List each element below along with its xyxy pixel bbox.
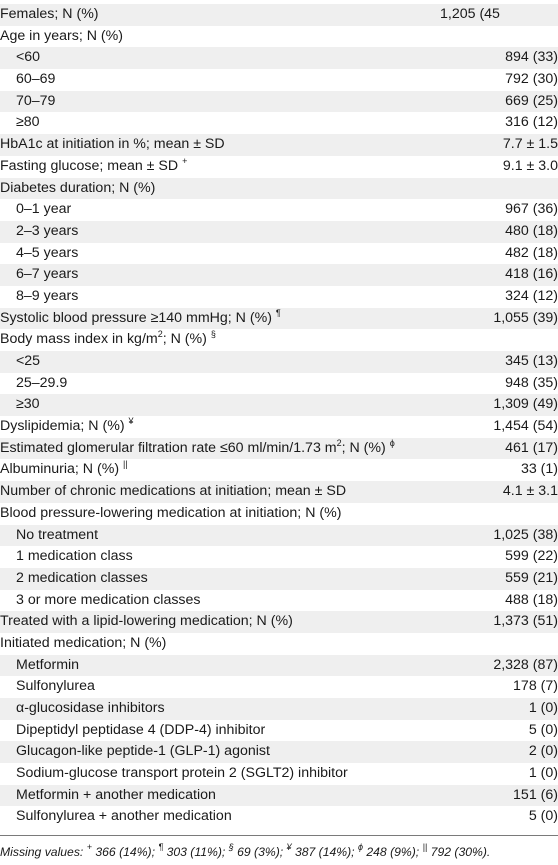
table-row (0, 91, 558, 113)
row-label-text: Fasting glucose; mean ± SD (0, 157, 179, 174)
table-row (0, 26, 558, 48)
row-label-text: 8–9 years (16, 287, 79, 304)
table-row (0, 112, 558, 134)
footnote-marker: || (422, 842, 428, 852)
row-label (0, 503, 341, 525)
table-row (0, 394, 558, 416)
table-row (0, 199, 558, 221)
row-value: 2,328 (87) (493, 656, 558, 673)
row-value: 7.7 ± 1.5 (502, 136, 558, 153)
table-row (0, 264, 558, 286)
footnote-marker: § (228, 842, 234, 852)
table-row (0, 134, 558, 156)
row-label (16, 221, 78, 243)
row-label (0, 178, 155, 200)
row-value: 792 (30) (505, 71, 558, 88)
row-label-text: Blood pressure-lowering medication at initiation; N (%) (0, 504, 342, 521)
row-label (16, 806, 232, 828)
row-label-text: Sulfonylurea (16, 678, 95, 695)
row-label (0, 416, 134, 438)
row-label-text: Albuminuria; N (%) (0, 461, 120, 478)
row-label (0, 611, 293, 633)
row-label-text: ≥30 (16, 396, 40, 413)
table-row (0, 243, 558, 265)
row-label-text: Diabetes duration; N (%) (0, 179, 156, 196)
row-value: 1,373 (51) (493, 613, 558, 630)
table-row (0, 481, 558, 503)
row-label (16, 264, 78, 286)
row-label-text: Estimated glomerular filtration rate ≤60 ml/min/1.73 m (0, 439, 337, 456)
table-row (0, 525, 558, 547)
table-row (0, 546, 558, 568)
row-value: 1,205 (45 (440, 6, 500, 22)
row-label-text: HbA1c at initiation in %; mean ± SD (0, 136, 225, 153)
unit-superscript: 2 (336, 437, 342, 448)
row-label-text: 60–69 (16, 71, 56, 88)
row-label (16, 351, 40, 373)
characteristics-table (0, 4, 558, 828)
row-label (0, 26, 123, 48)
row-label (16, 676, 95, 698)
table-row (0, 156, 558, 178)
footnote-item-text: 69 (3%); (233, 845, 287, 859)
table-row (0, 568, 558, 590)
row-label-suffix: ; N (%) (341, 439, 386, 456)
table-row (0, 178, 558, 200)
row-label (0, 329, 216, 351)
table-row (0, 785, 558, 807)
row-label (16, 741, 270, 763)
row-value: 488 (18) (505, 591, 558, 608)
row-label-text: 2–3 years (16, 222, 79, 239)
row-label (0, 4, 99, 26)
row-value: 4.1 ± 3.1 (502, 483, 558, 500)
row-label (16, 199, 71, 221)
row-label (0, 459, 128, 481)
row-label-text: Age in years; N (%) (0, 27, 123, 44)
row-label-text: Dipeptidyl peptidase 4 (DDP-4) inhibitor (16, 721, 266, 738)
row-value: 461 (17) (505, 439, 558, 456)
table-row (0, 763, 558, 785)
row-label (16, 785, 216, 807)
row-label-text: 2 medication classes (16, 569, 148, 586)
row-value: 151 (6) (513, 786, 558, 803)
row-label-text: <25 (16, 353, 41, 369)
row-label (16, 243, 78, 265)
table-row (0, 698, 558, 720)
row-label (16, 47, 40, 69)
row-label (0, 134, 225, 156)
footnote-item-text: 248 (9%); (362, 845, 423, 859)
row-label (0, 438, 395, 460)
table-row (0, 459, 558, 481)
unit-superscript: 2 (157, 329, 163, 340)
row-label-suffix: ; N (%) (162, 331, 207, 348)
row-label (16, 525, 98, 547)
footnote-prefix: Missing values: (0, 845, 87, 859)
footnote-divider (0, 835, 558, 836)
row-label-text: 4–5 years (16, 244, 79, 261)
table-row (0, 633, 558, 655)
footnote-marker: ¥ (286, 842, 292, 852)
row-label (16, 720, 265, 742)
row-label-text: α-glucosidase inhibitors (16, 700, 165, 716)
footnote-item-text: 792 (30%). (427, 845, 491, 859)
row-value: 1,309 (49) (493, 396, 558, 413)
footnote-marker: ϕ (389, 437, 395, 448)
row-label-text: 70–79 (16, 92, 56, 109)
row-value: 418 (16) (505, 266, 558, 283)
row-value: 1 (0) (528, 700, 558, 716)
row-label-text: Metformin (16, 656, 80, 673)
table-row (0, 503, 558, 525)
row-value: 967 (36) (505, 201, 558, 218)
footnote-marker: + (86, 842, 92, 852)
table-row (0, 373, 558, 395)
row-label-text: Initiated medication; N (%) (0, 634, 167, 651)
row-label (16, 655, 79, 677)
table-row (0, 69, 558, 91)
row-label-text: Dyslipidemia; N (%) (0, 418, 125, 435)
row-label-text: 0–1 year (16, 201, 72, 218)
row-label (16, 394, 40, 416)
row-label (16, 69, 55, 91)
row-value: 5 (0) (528, 808, 558, 825)
row-label-text: Females; N (%) (0, 6, 99, 22)
row-label-text: Glucagon-like peptide-1 (GLP-1) agonist (16, 743, 270, 760)
row-label (16, 286, 78, 308)
table-row (0, 4, 558, 26)
footnote-item-text: 366 (14%); (91, 845, 159, 859)
row-value: 345 (13) (505, 353, 558, 369)
row-label (16, 373, 67, 395)
row-value: 1,454 (54) (493, 418, 558, 435)
footnote-marker: || (123, 459, 128, 470)
row-label (16, 91, 55, 113)
footnote-marker: ϕ (357, 842, 363, 852)
table-row (0, 351, 558, 373)
table-row (0, 416, 558, 438)
footnote-marker: + (182, 155, 188, 166)
table-row (0, 655, 558, 677)
row-value: 33 (1) (520, 461, 558, 478)
missing-values-footnote (0, 842, 491, 859)
table-row (0, 329, 558, 351)
footnote-item-text: 387 (14%); (291, 845, 358, 859)
row-label-text: No treatment (16, 526, 99, 543)
footnote-marker: ¥ (128, 416, 134, 427)
row-value: 2 (0) (528, 743, 558, 760)
table-row (0, 741, 558, 763)
row-label (0, 308, 281, 330)
row-label (16, 546, 133, 568)
footnote-items (86, 842, 491, 859)
row-value: 316 (12) (505, 114, 558, 131)
row-label (0, 156, 187, 178)
row-value: 948 (35) (505, 374, 558, 391)
row-label (0, 633, 166, 655)
row-label-text: ≥80 (16, 114, 40, 131)
table-row (0, 438, 558, 460)
footnote-marker: ¶ (158, 842, 164, 852)
row-value: 9.1 ± 3.0 (502, 157, 558, 174)
row-value: 599 (22) (505, 548, 558, 565)
row-value: 324 (12) (505, 287, 558, 304)
row-value: 178 (7) (513, 678, 558, 695)
table-row (0, 286, 558, 308)
row-value: 1 (0) (528, 765, 558, 782)
row-label-text: 3 or more medication classes (16, 591, 201, 608)
table-row (0, 590, 558, 612)
table-row (0, 806, 558, 828)
row-label (16, 568, 148, 590)
row-label-text: Sulfonylurea + another medication (16, 808, 232, 825)
table-row (0, 221, 558, 243)
table-row (0, 676, 558, 698)
table-row (0, 47, 558, 69)
row-label-text: 6–7 years (16, 266, 79, 283)
row-label-text: Treated with a lipid-lowering medication; N (%) (0, 613, 293, 630)
row-label-text: Metformin + another medication (16, 786, 216, 803)
row-label (16, 698, 165, 720)
table-row (0, 720, 558, 742)
table-row (0, 308, 558, 330)
row-label-text: <60 (16, 49, 41, 66)
row-label-text: 25–29.9 (16, 374, 68, 391)
row-value: 669 (25) (505, 92, 558, 109)
row-label (16, 112, 40, 134)
row-value: 482 (18) (505, 244, 558, 261)
row-label-text: Body mass index in kg/m (0, 331, 158, 348)
row-value: 5 (0) (528, 721, 558, 738)
row-value: 559 (21) (505, 569, 558, 586)
footnote-item-text: 303 (11%); (163, 845, 229, 859)
table-row (0, 611, 558, 633)
row-label (16, 590, 201, 612)
row-value: 480 (18) (505, 222, 558, 239)
row-label-text: 1 medication class (16, 548, 133, 565)
row-label-text: Number of chronic medications at initiation; mean ± SD (0, 483, 347, 500)
footnote-marker: ¶ (275, 307, 281, 318)
row-value: 1,025 (38) (493, 526, 558, 543)
row-label-text: Sodium-glucose transport protein 2 (SGLT2) inhibitor (16, 765, 348, 782)
row-label (0, 481, 346, 503)
row-value: 894 (33) (505, 49, 558, 66)
row-value: 1,055 (39) (493, 309, 558, 326)
footnote-marker: § (210, 329, 216, 340)
row-label (16, 763, 348, 785)
row-label-text: Systolic blood pressure ≥140 mmHg; N (%) (0, 309, 272, 326)
